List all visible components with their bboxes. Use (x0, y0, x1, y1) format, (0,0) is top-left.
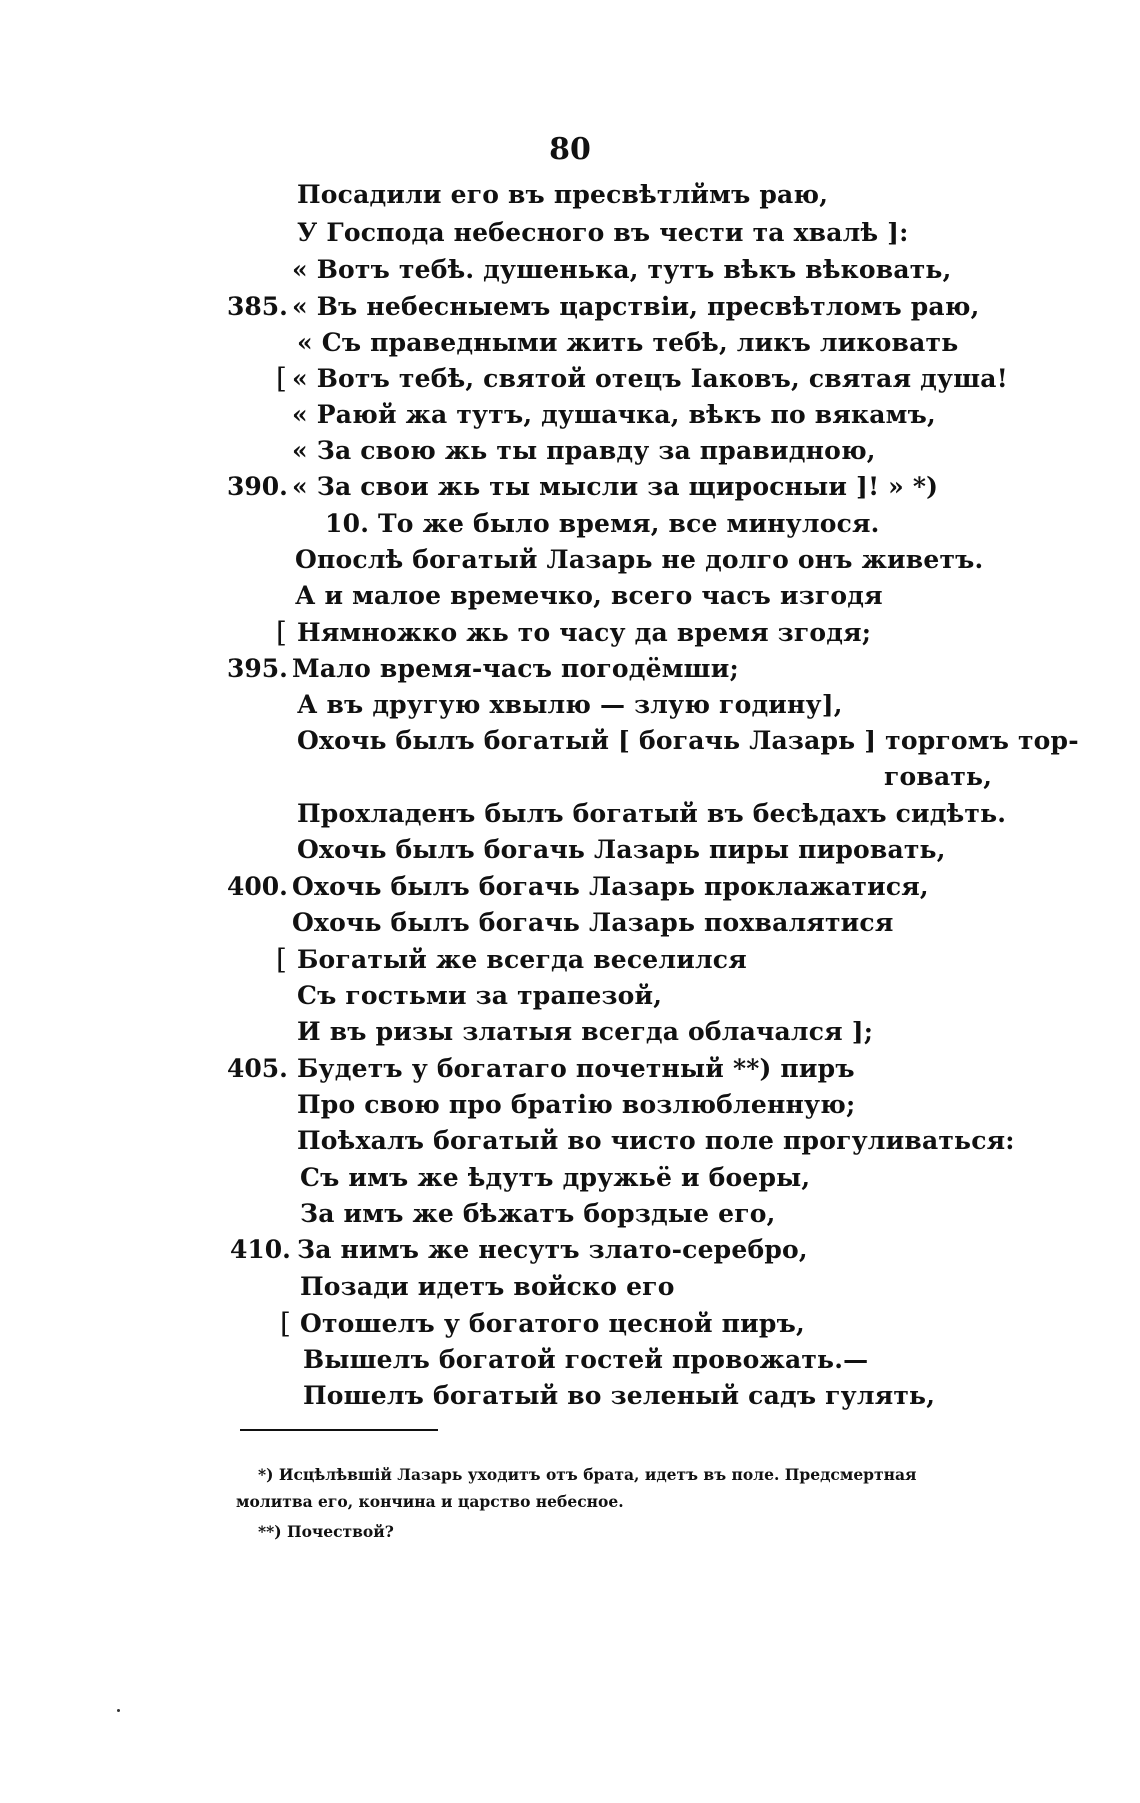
verse-line: И въ ризы златыя всегда облачался ]; (297, 1017, 874, 1046)
verse-line: А въ другую хвылю — злую годину], (297, 690, 843, 719)
verse-line: Богатый же всегда веселился (297, 945, 747, 974)
line-number: 405. (227, 1054, 288, 1083)
verse-line: Съ имъ же ѣдутъ дружьё и боеры, (300, 1163, 811, 1192)
verse-line: За имъ же бѣжатъ борздые его, (300, 1199, 776, 1228)
verse-line: « Вотъ тебѣ, святой отецъ Іаковъ, святая душа! (292, 364, 1008, 393)
line-number: 385. (227, 292, 288, 321)
verse-line: Опослѣ богатый Лазарь не долго онъ живетъ. (295, 545, 984, 574)
verse-line: Отошелъ у богатого цесной пиръ, (300, 1309, 805, 1338)
verse-line: Будетъ у богатаго почетный **) пиръ (297, 1054, 855, 1083)
verse-line: « Въ небесныемъ царствіи, пресвѣтломъ раю, (292, 292, 980, 321)
line-number: 410. (230, 1235, 291, 1264)
line-number: 395. (227, 654, 288, 683)
verse-line: Охочь былъ богатый [ богачь Лазарь ] торгомъ тор- (297, 726, 1079, 755)
bracket-mark: [ (276, 362, 287, 395)
verse-line: Прохладенъ былъ богатый въ бесѣдахъ сидѣть. (297, 799, 1007, 828)
footnote-text: *) Исцѣлѣвшій Лазарь уходитъ отъ брата, идетъ въ поле. Предсмертная (258, 1465, 917, 1484)
line-number: 400. (227, 872, 288, 901)
footnote-text: **) Почествой? (258, 1522, 394, 1541)
print-speck (117, 1709, 120, 1712)
verse-line: « За свою жь ты правду за правидною, (292, 436, 876, 465)
line-number: 390. (227, 472, 288, 501)
verse-line: За нимъ же несутъ злато-серебро, (297, 1235, 808, 1264)
page-number: 80 (549, 132, 591, 167)
verse-line: Съ гостьми за трапезой, (297, 981, 663, 1010)
verse-line: Нямножко жь то часу да время згодя; (297, 618, 872, 647)
verse-line: Позади идетъ войско его (300, 1272, 675, 1301)
verse-line: 10. То же было время, все минулося. (325, 509, 880, 538)
verse-line: « Вотъ тебѣ. душенька, тутъ вѣкъ вѣковать, (292, 255, 952, 284)
bracket-mark: [ (280, 1307, 291, 1340)
verse-line: У Господа небесного въ чести та хвалѣ ]: (297, 218, 909, 247)
verse-line: Про свою про братію возлюбленную; (297, 1090, 856, 1119)
verse-line: Охочь былъ богачь Лазарь похвалятися (292, 908, 894, 937)
footnote-text: молитва его, кончина и царство небесное. (236, 1492, 624, 1511)
verse-line: « За свои жь ты мысли за щиросныи ]! » *) (292, 472, 939, 501)
verse-line: « Съ праведными жить тебѣ, ликъ ликовать (297, 328, 959, 357)
bracket-mark: [ (276, 943, 287, 976)
verse-line: Поѣхалъ богатый во чисто поле прогуливаться: (297, 1126, 1015, 1155)
verse-line: Охочь былъ богачь Лазарь проклажатися, (292, 872, 929, 901)
verse-line: Вышелъ богатой гостей провожать.— (303, 1345, 869, 1374)
bracket-mark: [ (276, 616, 287, 649)
verse-line: « Раюй жа тутъ, душачка, вѣкъ по вякамъ, (292, 400, 936, 429)
verse-line: Охочь былъ богачь Лазарь пиры пировать, (297, 835, 946, 864)
verse-line: Посадили его въ пресвѣтлймъ раю, (297, 180, 829, 209)
verse-line: Мало время-часъ погодёмши; (292, 654, 739, 683)
verse-line: Пошелъ богатый во зеленый садъ гулять, (303, 1381, 936, 1410)
verse-line-continuation: говать, (884, 762, 993, 791)
footnote-separator (240, 1429, 438, 1431)
verse-line: А и малое времечко, всего часъ изгодя (295, 581, 883, 610)
